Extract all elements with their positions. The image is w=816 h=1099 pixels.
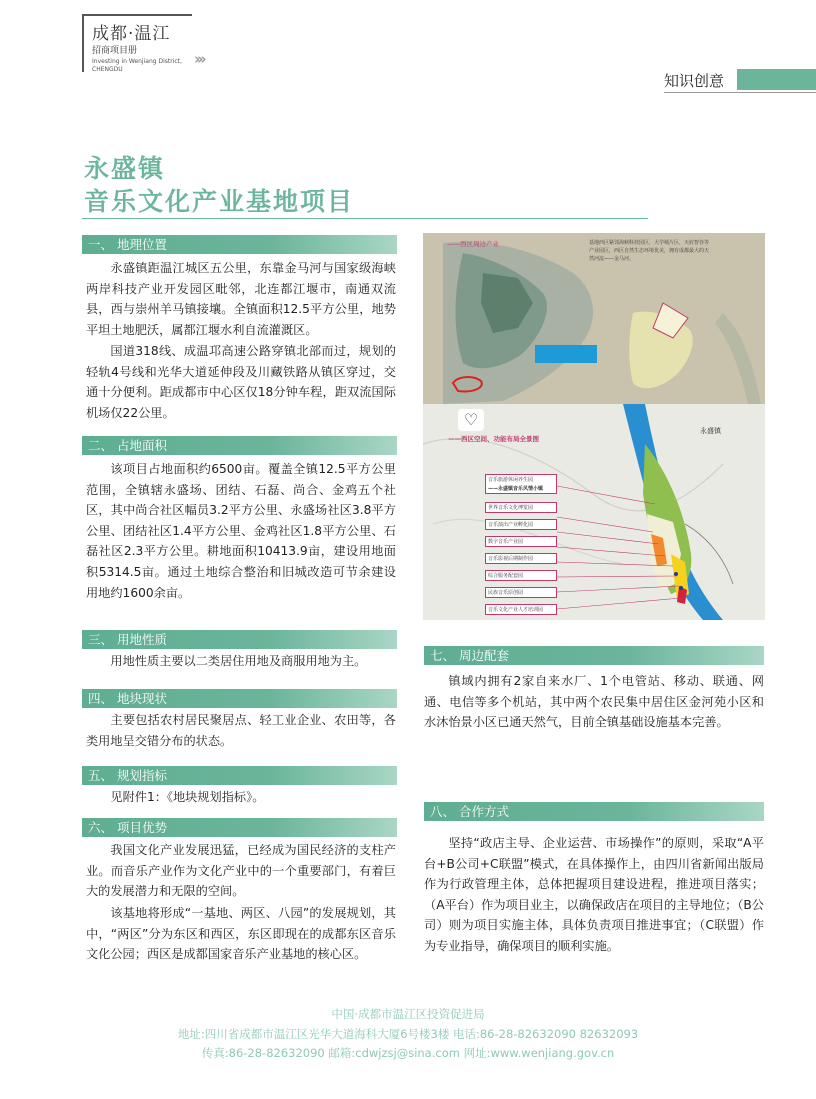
section-heading-land-use: 三、 用地性质 [82,630,397,649]
footer-address: 地址:四川省成都市温江区光华大道海科大厦6号楼3楼 电话:86-28-82632090 82632093 [177,1027,639,1041]
legend-item: 音乐文化产业人才培训园 [485,604,557,615]
footer-organization: 中国·成都市温江区投资促进局 [331,1007,485,1021]
section-heading-advantages: 六、 项目优势 [82,818,397,837]
legend-item: 民族音乐原创园 [485,587,557,598]
brand-title: 成都·温江 [92,24,171,44]
title-divider [82,218,648,219]
map-west-surroundings [423,233,765,404]
map-west-surroundings-label: ——西区周边产业 [447,240,499,248]
legend-item: ——永盛镇音乐风情小镇 [485,484,557,494]
paragraph-status: 主要包括农村居民聚居点、轻工业企业、农田等，各类用地呈交错分布的状态。 [86,713,396,748]
section-heading-facilities: 七、 周边配套 [424,646,764,665]
section-heading-cooperation: 八、 合作方式 [424,802,764,821]
paragraph-location-1: 永盛镇距温江城区五公里，东靠金马河与国家级海峡两岸科技产业开发园区毗邻，北连都江堰市，南通双流县，西与崇州羊马镇接壤。全镇面积12.5平方公里，地势平坦土地肥沃，属都江堰水利自流灌溉区。 [86,261,396,337]
paragraph-facilities: 镇域内拥有2家自来水厂、1个电管站、移动、联通、网通、电信等多个机站，其中两个农民集中居住区金河苑小区和水沐怡景小区已通天然气，目前全镇基础设施基本完善。 [424,674,764,730]
section-tag-bar [737,69,816,90]
legend-item: 音乐影视后期制作园 [485,553,557,564]
section-heading-status: 四、 地块现状 [82,689,397,708]
paragraph-advantages-1: 我国文化产业发展迅猛，已经成为国民经济的支柱产业。而音乐产业作为文化产业中的一个重要部门，有着巨大的发展潜力和无限的空间。 [86,843,396,899]
footer-contact: 传真:86-28-82632090 邮箱:cdwjzsj@sina.com 网址:www.wenjiang.gov.cn [201,1046,615,1060]
map-west-layout-label: ——西区空间、功能布局全景图 [448,435,539,443]
map-town-label: 永盛镇 [700,427,721,435]
legend-item: 综合服务配套园 [485,570,557,581]
section-tag-divider [664,92,816,93]
section-heading-indicators: 五、 规划指标 [82,766,397,785]
paragraph-location-2: 国道318线、成温邛高速公路穿镇北部而过，规划的轻轨4号线和光华大道延伸段及川藏铁路从镇区穿过，交通十分便利。距成都市中心区仅18分钟车程，距双流国际机场仅22公里。 [86,344,396,420]
section-tag: 知识创意 [664,72,725,90]
section-heading-location: 一、 地理位置 [82,235,397,254]
brand-english: Investing in Wenjiang District, CHENGDU [92,58,182,73]
brand-logo [82,14,192,72]
page-title-line1: 永盛镇 [84,154,166,183]
chevron-right-icon: ››› [194,50,204,68]
paragraph-advantages-2: 该基地将形成“一基地、两区、八园”的发展规划，其中，“两区”分为东区和西区，东区即现在的成都东区音乐文化公园；西区是成都国家音乐产业基地的核心区。 [86,906,396,962]
map-west-surroundings-note: 基地西区紧邻海峡科技园区，大学城片区，天府智谷等产业园区，西区自然生态环境优美，拥有成都最大的天然河流——金马河。 [589,240,710,262]
section-heading-area: 二、 占地面积 [82,436,397,455]
legend-item: 音乐旅游休闲养生园 [485,474,557,484]
brand-subtitle: 招商项目册 [92,46,138,56]
map-west-layout [423,404,765,620]
paragraph-land-use: 用地性质主要以二类居住用地及商服用地为主。 [110,654,367,668]
heart-logo-icon: ♡ [458,409,484,431]
legend-item: 数字音乐产业园 [485,536,557,547]
page-title-line2: 音乐文化产业基地项目 [84,187,355,216]
legend-leader-lines [423,404,765,620]
paragraph-cooperation: 坚持“政店主导、企业运营、市场操作”的原则，采取“A平台+B公司+C联盟”模式，在具体操作上，由四川省新闻出版局作为行政管理主体，总体把握项目建设进程，推进项目落实；（A平台）作为项目业主，以确保政店在项目的主导地位；（B公司）则为项目实施主体，具体负责项目推进事宜；（C联盟）作为专业指导，确保项目的顺利实施。 [424,836,764,953]
legend-item: 音乐演出产业孵化园 [485,519,557,530]
legend-item: 世界音乐文化博览园 [485,502,557,513]
paragraph-indicators: 见附件1：《地块规划指标》。 [110,790,265,804]
paragraph-area: 该项目占地面积约6500亩。覆盖全镇12.5平方公里范围，全镇辖永盛场、团结、石磊、尚合、金鸡五个社区，其中尚合社区幅员3.2平方公里、永盛场社区3.8平方公里、团结社区1.4平方公里、金鸡社区1.8平方公里、石磊社区2.3平方公里。耕地面积10413.9亩，建设用地面积5314.5亩。通过土地综合整治和旧城改造可节余建设用地约1600余亩。 [86,462,396,600]
